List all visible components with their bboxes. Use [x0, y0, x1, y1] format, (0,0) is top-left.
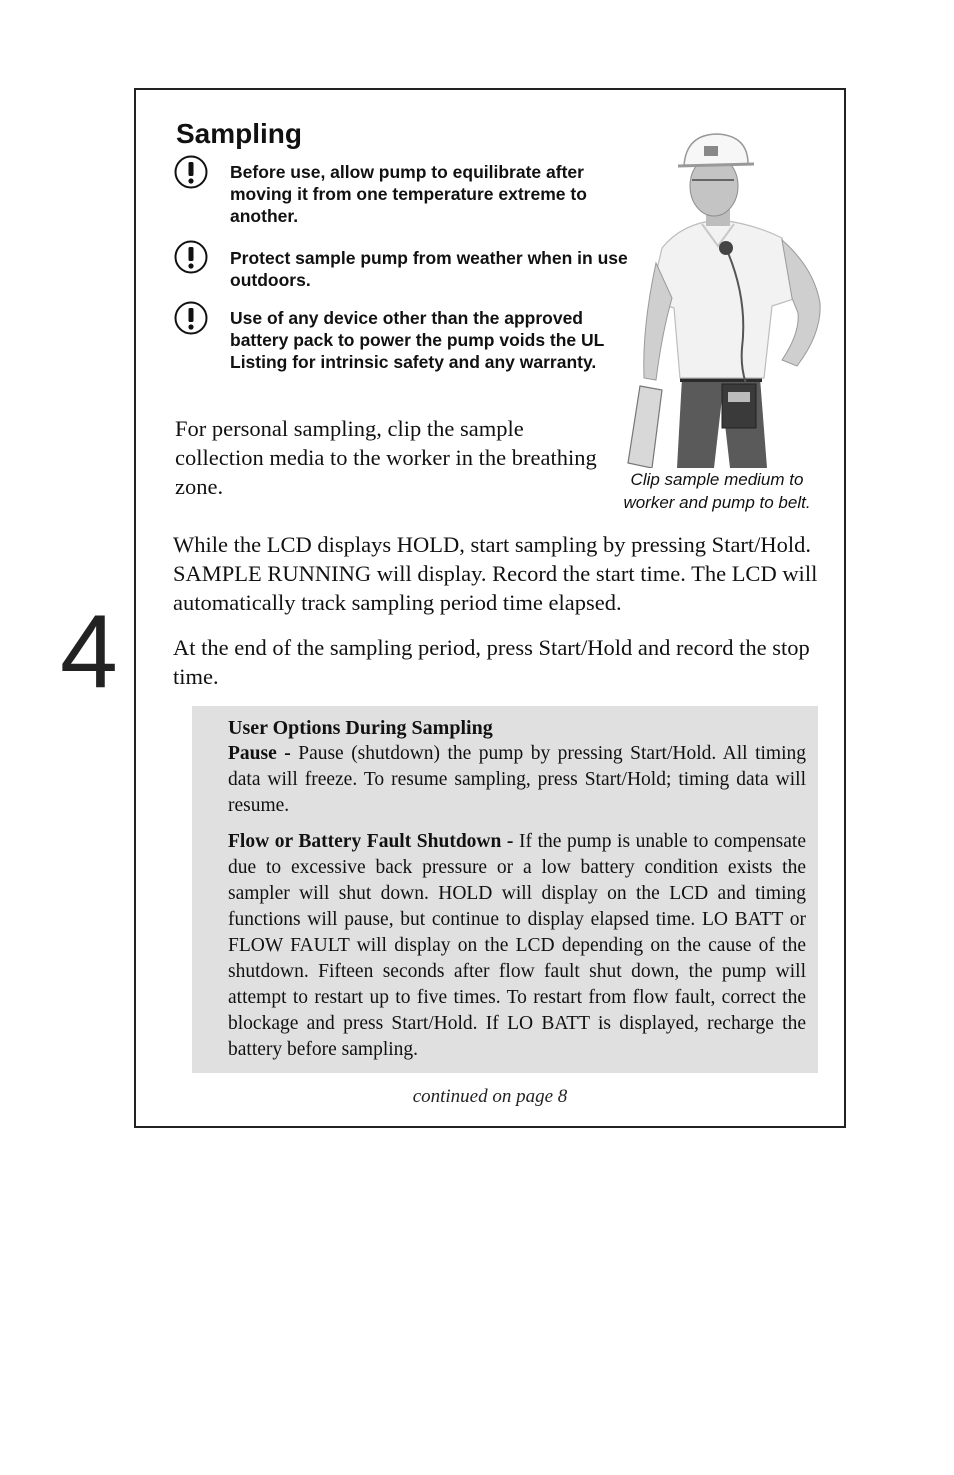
start-sampling-paragraph: While the LCD displays HOLD, start sampling by pressing Start/Hold. SAMPLE RUNNING will display. Record the start time. The LCD will automatically track sampling period time elapsed.	[173, 532, 818, 615]
stop-sampling-paragraph: At the end of the sampling period, press Start/Hold and record the stop time.	[173, 635, 810, 689]
pause-label: Pause -	[228, 743, 291, 764]
intro-paragraph: For personal sampling, clip the sample collection media to the worker in the breathing zone.	[175, 416, 597, 499]
worker-photo	[622, 128, 844, 468]
fault-text: If the pump is unable to compensate due to excessive back pressure or a low battery condition exists the sampler will shut down. HOLD will display on the LCD and timing functions will pause, but continue to display elapsed time. LO BATT or FLOW FAULT will display on the LCD depending on the cause of the shutdown. Fifteen seconds after flow fault shut down, the pump will attempt to restart up to five times. To restart from flow fault, correct the blockage and press Start/Hold. If LO BATT is displayed, recharge the battery before sampling.	[228, 831, 806, 1060]
page-number: 4	[60, 594, 118, 710]
user-options-heading: User Options During Sampling	[228, 717, 493, 739]
warning-text: Protect sample pump from weather when in use outdoors.	[230, 248, 628, 290]
exclamation-circle-icon	[174, 240, 208, 274]
photo-caption: Clip sample medium to worker and pump to belt.	[623, 470, 811, 512]
warning-text: Before use, allow pump to equilibrate after moving it from one temperature extreme to another.	[230, 162, 587, 226]
fault-option	[228, 829, 806, 1063]
pause-text: Pause (shutdown) the pump by pressing Start/Hold. All timing data will freeze. To resume sampling, press Start/Hold; timing data will resume.	[228, 743, 806, 816]
continued-note: continued on page 8	[412, 1086, 568, 1107]
exclamation-circle-icon	[174, 155, 208, 189]
warning-text: Use of any device other than the approved battery pack to power the pump voids the UL Listing for intrinsic safety and any warranty.	[230, 308, 605, 372]
exclamation-circle-icon	[174, 301, 208, 335]
section-title: Sampling	[176, 118, 303, 149]
pause-option	[228, 741, 806, 819]
fault-label: Flow or Battery Fault Shutdown -	[228, 831, 514, 852]
